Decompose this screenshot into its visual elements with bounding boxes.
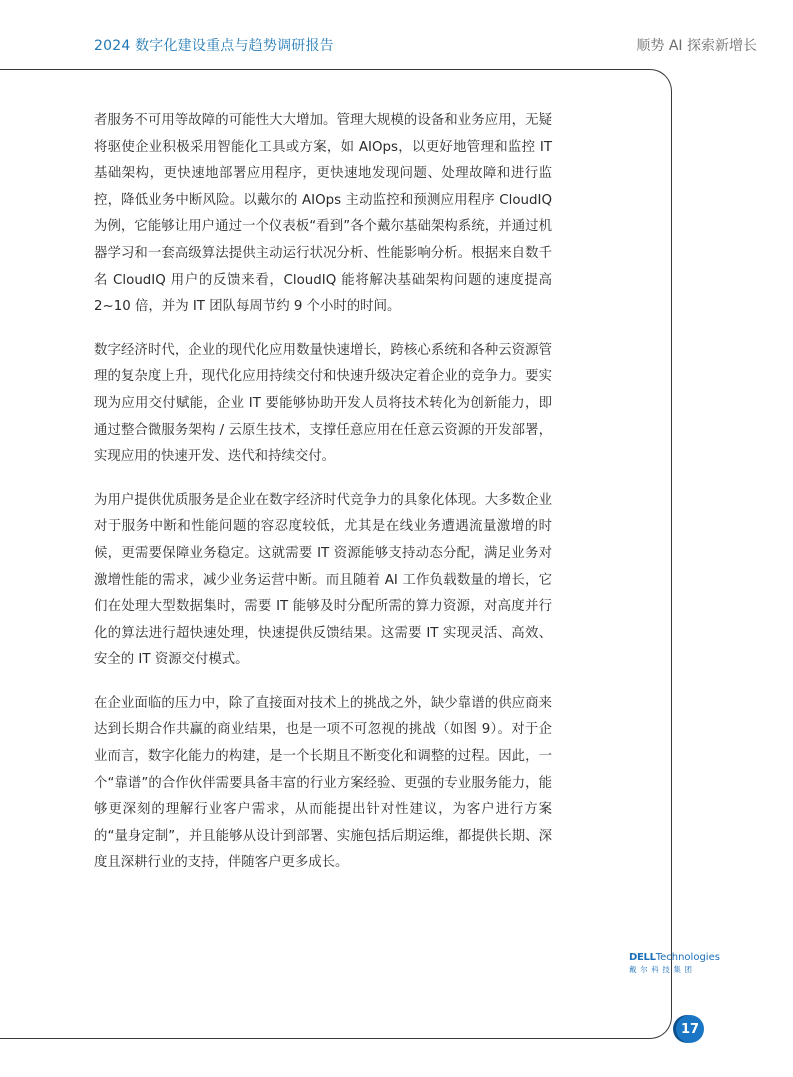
paragraph: 者服务不可用等故障的可能性大大增加。管理大规模的设备和业务应用，无疑将驱使企业积极采用智能化工具或方案，如 AIOps，以更好地管理和监控 IT 基础架构，更快速地部署应用程序，更快速地发现问题、处理故障和进行监控，降低业务中断风险。以戴尔的 AIOps 主动监控和预测应用程序 CloudIQ 为例，它能够让用户通过一个仪表板“看到”各个戴尔基础架构系统，并通过机器学习和一套高级算法提供主动运行状况分析、性能影响分析。根据来自数千名 CloudIQ 用户的反馈来看，CloudIQ 能将解决基础架构问题的速度提高 2~10 倍，并为 IT 团队每周节约 9 个小时的时间。	[94, 113, 552, 315]
paragraph: 在企业面临的压力中，除了直接面对技术上的挑战之外，缺少靠谱的供应商来达到长期合作共赢的商业结果，也是一项不可忽视的挑战（如图 9）。对于企业而言，数字化能力的构建，是一个长期且不断变化和调整的过程。因此，一个“靠谱”的合作伙伴需要具备丰富的行业方案经验、更强的专业服务能力，能够更深刻的理解行业客户需求，从而能提出针对性建议，为客户进行方案的“量身定制”，并且能够从设计到部署、实施包括后期运维，都提供长期、深度且深耕行业的支持，伴随客户更多成长。	[94, 695, 552, 871]
logo-chinese: 戴尔科技集团	[629, 965, 696, 974]
dell-technologies-logo	[629, 951, 721, 976]
page-number: 17	[676, 1015, 704, 1043]
logo-brand: DELL	[629, 952, 656, 963]
report-slogan: 顺势 AI 探索新增长	[636, 38, 757, 54]
paragraph: 数字经济时代，企业的现代化应用数量快速增长，跨核心系统和各种云资源管理的复杂度上升，现代化应用持续交付和快速升级决定着企业的竞争力。要实现为应用交付赋能，企业 IT 要能够协助开发人员将技术转化为创新能力，即通过整合微服务架构 / 云原生技术，支撑任意应用在任意云资源的开发部署，实现应用的快速开发、迭代和持续交付。	[94, 342, 552, 465]
paragraph: 为用户提供优质服务是企业在数字经济时代竞争力的具象化体现。大多数企业对于服务中断和性能问题的容忍度较低，尤其是在线业务遭遇流量激增的时候，更需要保障业务稳定。这就需要 IT 资源能够支持动态分配，满足业务对激增性能的需求，减少业务运营中断。而且随着 AI 工作负载数量的增长，它们在处理大型数据集时，需要 IT 能够及时分配所需的算力资源，对高度并行化的算法进行超快速处理，快速提供反馈结果。这需要 IT 实现灵活、高效、安全的 IT 资源交付模式。	[94, 492, 552, 668]
logo-suffix: Technologies	[655, 952, 720, 963]
body-text	[94, 108, 552, 894]
report-title: 2024 数字化建设重点与趋势调研报告	[94, 38, 334, 54]
